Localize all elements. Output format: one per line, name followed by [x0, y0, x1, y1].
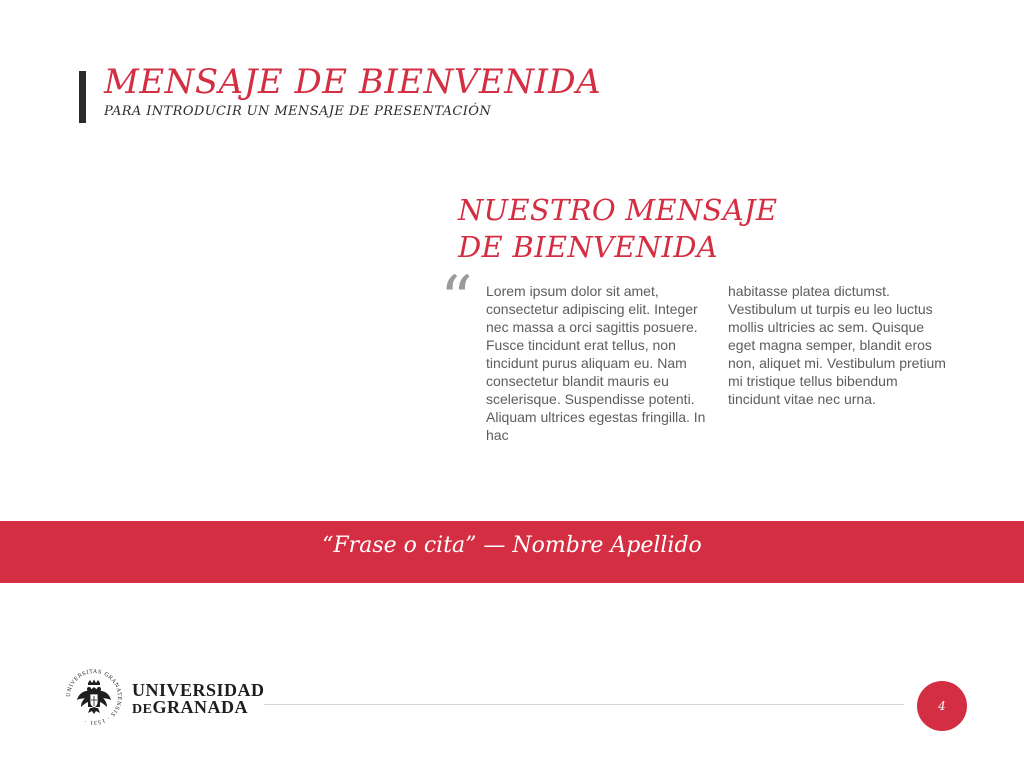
page-subtitle: PARA INTRODUCIR UN MENSAJE DE PRESENTACIÓN: [104, 104, 492, 119]
title-accent-bar: [79, 71, 86, 123]
band-quote-text: “Frase o cita” — Nombre Apellido: [322, 533, 702, 558]
page-number: 4: [938, 699, 946, 713]
logo-text-universidad: UNIVERSIDAD: [132, 680, 265, 700]
section-heading: [458, 192, 878, 266]
seal-ring-text: UNIVERSITAS GRANATENSIS · 1531 ·: [66, 669, 122, 725]
footer-divider: [264, 704, 904, 705]
university-seal-icon: [66, 669, 122, 725]
page-title: MENSAJE DE BIENVENIDA: [104, 62, 602, 102]
body-text-column-1: Lorem ipsum dolor sit amet, consectetur adipiscing elit. Integer nec massa a orci sagittis posuere. Fusce tincidunt erat tellus, non tincidunt purus aliquam eu. Nam consectetur blandit mauris eu scelerisque. Suspendisse potenti. Aliquam ultrices egestas fringilla. In hac: [486, 283, 706, 443]
body-text-column-2: habitasse platea dictumst. Vestibulum ut turpis eu leo luctus mollis ultricies ac sem. Quisque eget magna semper, blandit eros non, aliquet mi. Vestibulum pretium mi tristique tellus bibendum tincidunt vitae nec urna.: [728, 283, 946, 407]
page-number-badge: [917, 681, 967, 731]
section-heading-line2: DE BIENVENIDA: [458, 230, 718, 264]
open-quote-icon: “: [440, 263, 473, 337]
logo-text-de-granada: DEGRANADA: [132, 697, 248, 717]
section-heading-line1: NUESTRO MENSAJE: [458, 193, 778, 227]
